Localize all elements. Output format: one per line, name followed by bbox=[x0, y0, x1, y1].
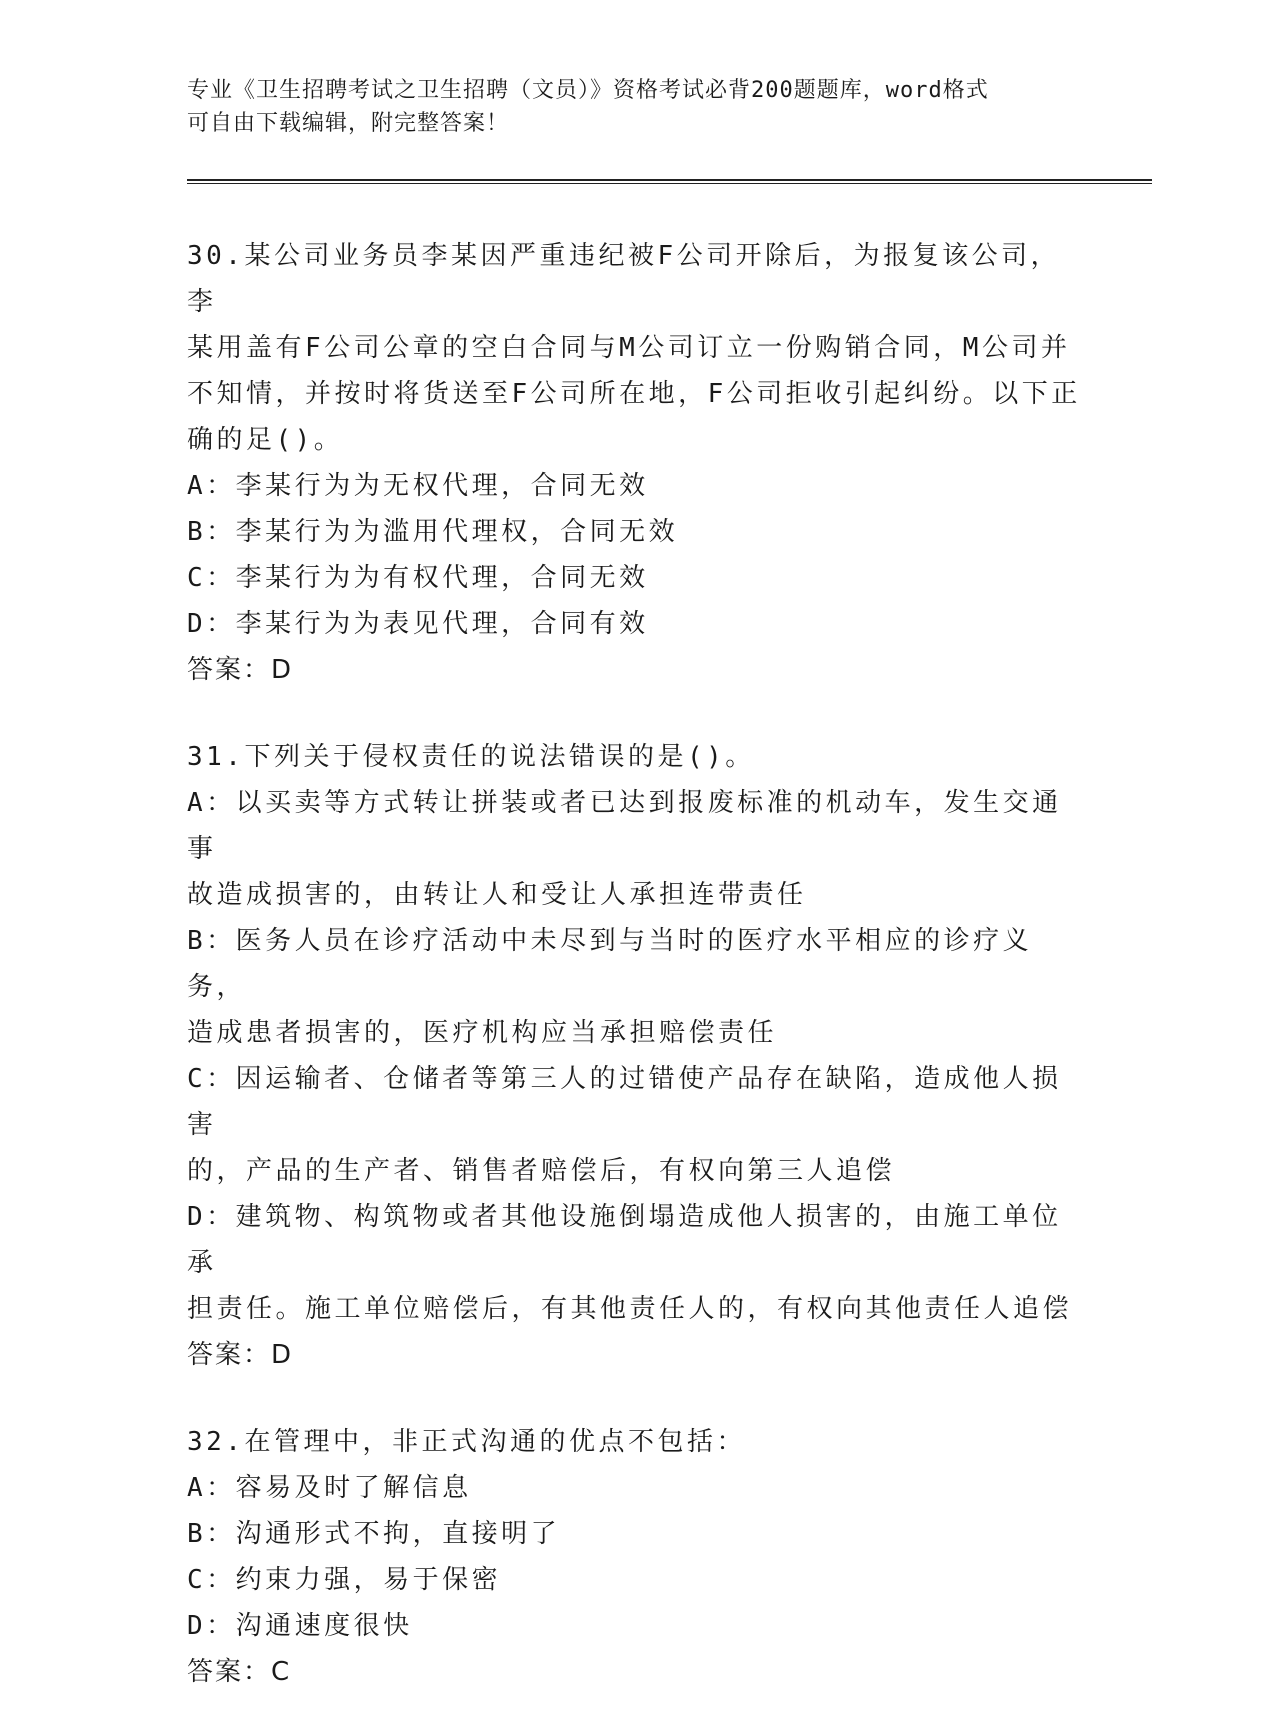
question-stem bbox=[187, 233, 1087, 463]
option-line: D：建筑物、构筑物或者其他设施倒塌造成他人损害的，由施工单位承 bbox=[187, 1202, 1062, 1278]
question-list bbox=[187, 233, 1087, 1736]
option-a bbox=[187, 780, 1087, 918]
stem-line: 确的足()。 bbox=[187, 425, 344, 455]
question-stem bbox=[187, 1419, 1087, 1465]
option-b bbox=[187, 1511, 1087, 1557]
header-line-1: 专业《卫生招聘考试之卫生招聘（文员）》资格考试必背200题题库，word格式 bbox=[187, 78, 989, 103]
option-line: D：李某行为为表见代理，合同有效 bbox=[187, 609, 649, 639]
option-c bbox=[187, 555, 1087, 601]
option-line: 的，产品的生产者、销售者赔偿后，有权向第三人追偿 bbox=[187, 1156, 896, 1186]
stem-line: 不知情，并按时将货送至F公司所在地，F公司拒收引起纠纷。以下正 bbox=[187, 379, 1081, 409]
document-header bbox=[187, 74, 1067, 140]
option-line: A：李某行为为无权代理，合同无效 bbox=[187, 471, 649, 501]
option-line: B：沟通形式不拘，直接明了 bbox=[187, 1519, 561, 1549]
answer-label: 答案：C bbox=[187, 1657, 292, 1687]
answer-label: 答案：D bbox=[187, 1340, 294, 1370]
option-a bbox=[187, 1465, 1087, 1511]
option-line: B：医务人员在诊疗活动中未尽到与当时的医疗水平相应的诊疗义务， bbox=[187, 926, 1033, 1002]
option-a bbox=[187, 463, 1087, 509]
option-line: 故造成损害的，由转让人和受让人承担连带责任 bbox=[187, 880, 807, 910]
option-line: B：李某行为为滥用代理权，合同无效 bbox=[187, 517, 679, 547]
header-divider-thick bbox=[187, 179, 1152, 181]
option-b bbox=[187, 918, 1087, 1056]
header-line-2: 可自由下载编辑，附完整答案！ bbox=[187, 111, 510, 136]
answer-label: 答案：D bbox=[187, 655, 294, 685]
option-c bbox=[187, 1557, 1087, 1603]
option-line: C：李某行为为有权代理，合同无效 bbox=[187, 563, 649, 593]
option-d bbox=[187, 1194, 1087, 1332]
option-line: 造成患者损害的，医疗机构应当承担赔偿责任 bbox=[187, 1018, 778, 1048]
option-line: C：因运输者、仓储者等第三人的过错使产品存在缺陷，造成他人损害 bbox=[187, 1064, 1062, 1140]
option-d bbox=[187, 601, 1087, 647]
stem-line: 31.下列关于侵权责任的说法错误的是()。 bbox=[187, 742, 755, 772]
stem-line: 某用盖有F公司公章的空白合同与M公司订立一份购销合同，M公司并 bbox=[187, 333, 1071, 363]
option-d bbox=[187, 1603, 1087, 1649]
option-line: A：以买卖等方式转让拼装或者已达到报废标准的机动车，发生交通事 bbox=[187, 788, 1062, 864]
question-stem bbox=[187, 734, 1087, 780]
stem-line: 32.在管理中，非正式沟通的优点不包括： bbox=[187, 1427, 746, 1457]
stem-line: 30.某公司业务员李某因严重违纪被F公司开除后，为报复该公司，李 bbox=[187, 241, 1061, 317]
option-line: A：容易及时了解信息 bbox=[187, 1473, 472, 1503]
question-31 bbox=[187, 734, 1087, 1378]
option-b bbox=[187, 509, 1087, 555]
header-divider-thin bbox=[187, 183, 1152, 184]
option-c bbox=[187, 1056, 1087, 1194]
question-30 bbox=[187, 233, 1087, 693]
option-line: 担责任。施工单位赔偿后，有其他责任人的，有权向其他责任人追偿 bbox=[187, 1294, 1073, 1324]
option-line: C：约束力强，易于保密 bbox=[187, 1565, 502, 1595]
option-line: D：沟通速度很快 bbox=[187, 1611, 413, 1641]
question-32 bbox=[187, 1419, 1087, 1695]
